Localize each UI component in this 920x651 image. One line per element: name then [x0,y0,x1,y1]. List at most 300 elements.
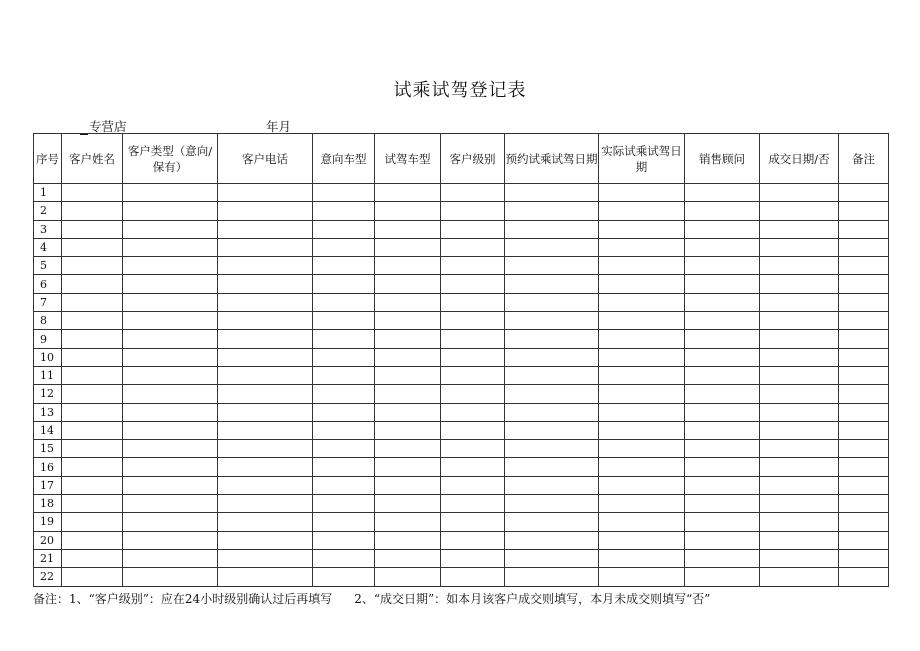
form-cell[interactable] [375,348,441,366]
form-cell[interactable] [685,458,760,476]
row-number: 3 [34,220,62,238]
form-cell[interactable] [441,531,505,549]
form-cell[interactable] [313,495,375,513]
form-cell[interactable] [313,421,375,439]
form-cell[interactable] [313,220,375,238]
form-cell[interactable] [685,549,760,567]
row-number: 10 [34,348,62,366]
form-cell[interactable] [313,312,375,330]
form-cell[interactable] [760,330,839,348]
form-title: 试乘试驾登记表 [393,80,527,101]
table-row [34,312,889,330]
form-cell[interactable] [505,366,599,384]
form-cell[interactable] [760,440,839,458]
form-cell[interactable] [123,495,218,513]
form-cell[interactable] [839,421,889,439]
form-cell[interactable] [505,220,599,238]
form-cell[interactable] [599,238,685,256]
form-cell[interactable] [599,366,685,384]
form-cell[interactable] [839,202,889,220]
form-cell[interactable] [760,220,839,238]
row-number: 12 [34,385,62,403]
form-cell[interactable] [123,220,218,238]
form-cell[interactable] [123,513,218,531]
form-cell[interactable] [760,513,839,531]
form-cell[interactable] [599,513,685,531]
form-cell[interactable] [685,366,760,384]
form-cell[interactable] [218,495,313,513]
footnote-item-2: 2、“成交日期”：如本月该客户成交则填写，本月未成交则填写“否” [354,592,711,606]
form-cell[interactable] [599,312,685,330]
month-label: 年月 [266,119,292,134]
form-cell[interactable] [685,275,760,293]
form-cell[interactable] [123,476,218,494]
form-cell[interactable] [599,293,685,311]
form-cell[interactable] [62,568,123,586]
form-cell[interactable] [685,257,760,275]
form-cell[interactable] [441,385,505,403]
form-cell[interactable] [599,184,685,202]
form-cell[interactable] [839,220,889,238]
form-cell[interactable] [218,257,313,275]
form-cell[interactable] [441,202,505,220]
form-cell[interactable] [685,220,760,238]
form-cell[interactable] [375,184,441,202]
form-cell[interactable] [685,495,760,513]
form-cell[interactable] [375,330,441,348]
form-cell[interactable] [839,403,889,421]
form-cell[interactable] [375,458,441,476]
form-cell[interactable] [218,440,313,458]
form-cell[interactable] [441,421,505,439]
form-cell[interactable] [62,220,123,238]
form-cell[interactable] [62,184,123,202]
form-cell[interactable] [441,458,505,476]
form-cell[interactable] [505,513,599,531]
col-header-remarks: 备注 [839,134,889,184]
form-cell[interactable] [599,440,685,458]
form-cell[interactable] [313,330,375,348]
form-cell[interactable] [839,440,889,458]
form-cell[interactable] [62,403,123,421]
form-cell[interactable] [599,531,685,549]
form-cell[interactable] [505,293,599,311]
col-header-actual-date: 实际试乘试驾日期 [599,134,685,184]
form-cell[interactable] [375,531,441,549]
col-header-scheduled-date: 预约试乘试驾日期 [505,134,599,184]
form-cell[interactable] [685,568,760,586]
form-cell[interactable] [505,238,599,256]
form-cell[interactable] [62,330,123,348]
form-cell[interactable] [62,385,123,403]
form-cell[interactable] [599,495,685,513]
form-cell[interactable] [599,330,685,348]
row-number: 17 [34,476,62,494]
form-cell[interactable] [441,238,505,256]
col-header-seq: 序号 [34,134,62,184]
form-cell[interactable] [123,348,218,366]
form-cell[interactable] [218,458,313,476]
form-cell[interactable] [760,257,839,275]
table-row [34,568,889,586]
form-cell[interactable] [839,476,889,494]
form-cell[interactable] [218,476,313,494]
table-row [34,366,889,384]
test-drive-register-table [33,133,889,587]
form-cell[interactable] [599,568,685,586]
row-number: 20 [34,531,62,549]
form-cell[interactable] [760,202,839,220]
form-cell[interactable] [313,348,375,366]
form-cell[interactable] [599,385,685,403]
form-cell[interactable] [685,403,760,421]
form-cell[interactable] [375,568,441,586]
form-cell[interactable] [441,549,505,567]
form-cell[interactable] [62,238,123,256]
form-cell[interactable] [375,312,441,330]
form-cell[interactable] [441,293,505,311]
row-number: 21 [34,549,62,567]
form-cell[interactable] [218,293,313,311]
form-cell[interactable] [375,549,441,567]
row-number: 16 [34,458,62,476]
form-cell[interactable] [685,312,760,330]
form-cell[interactable] [685,421,760,439]
form-cell[interactable] [375,238,441,256]
form-cell[interactable] [505,403,599,421]
col-header-customer-name: 客户姓名 [62,134,123,184]
form-cell[interactable] [218,403,313,421]
form-cell[interactable] [218,385,313,403]
row-number: 14 [34,421,62,439]
form-cell[interactable] [505,385,599,403]
form-cell[interactable] [123,458,218,476]
form-cell[interactable] [123,202,218,220]
form-cell[interactable] [685,348,760,366]
form-cell[interactable] [685,531,760,549]
table-row [34,440,889,458]
form-cell[interactable] [218,202,313,220]
form-cell[interactable] [839,184,889,202]
form-cell[interactable] [62,293,123,311]
table-row [34,184,889,202]
form-cell[interactable] [839,531,889,549]
form-cell[interactable] [839,495,889,513]
form-cell[interactable] [441,568,505,586]
form-cell[interactable] [441,330,505,348]
form-cell[interactable] [760,366,839,384]
form-cell[interactable] [123,421,218,439]
form-cell[interactable] [760,403,839,421]
form-cell[interactable] [839,257,889,275]
form-cell[interactable] [218,312,313,330]
form-cell[interactable] [760,568,839,586]
form-cell[interactable] [599,549,685,567]
form-cell[interactable] [123,549,218,567]
row-number: 1 [34,184,62,202]
form-cell[interactable] [62,312,123,330]
form-cell[interactable] [218,421,313,439]
form-cell[interactable] [839,458,889,476]
form-cell[interactable] [760,293,839,311]
form-cell[interactable] [62,421,123,439]
form-cell[interactable] [599,220,685,238]
form-cell[interactable] [313,549,375,567]
form-cell[interactable] [218,220,313,238]
form-cell[interactable] [123,366,218,384]
form-cell[interactable] [375,385,441,403]
form-cell[interactable] [313,257,375,275]
row-number: 4 [34,238,62,256]
form-cell[interactable] [685,238,760,256]
form-cell[interactable] [441,513,505,531]
row-number: 18 [34,495,62,513]
form-cell[interactable] [760,476,839,494]
form-cell[interactable] [313,513,375,531]
form-cell[interactable] [375,220,441,238]
form-cell[interactable] [375,257,441,275]
row-number: 19 [34,513,62,531]
form-cell[interactable] [760,458,839,476]
form-cell[interactable] [685,476,760,494]
form-cell[interactable] [760,549,839,567]
form-cell[interactable] [505,458,599,476]
form-cell[interactable] [375,366,441,384]
form-cell[interactable] [62,275,123,293]
form-cell[interactable] [505,312,599,330]
table-row [34,385,889,403]
form-cell[interactable] [313,293,375,311]
form-cell[interactable] [760,275,839,293]
form-cell[interactable] [313,202,375,220]
form-cell[interactable] [62,495,123,513]
form-cell[interactable] [123,330,218,348]
form-cell[interactable] [441,440,505,458]
form-cell[interactable] [685,184,760,202]
form-cell[interactable] [685,293,760,311]
form-cell[interactable] [218,184,313,202]
form-cell[interactable] [375,275,441,293]
form-cell[interactable] [218,348,313,366]
row-number: 2 [34,202,62,220]
form-cell[interactable] [218,568,313,586]
form-cell[interactable] [599,257,685,275]
form-cell[interactable] [62,202,123,220]
form-cell[interactable] [441,495,505,513]
form-cell[interactable] [839,549,889,567]
table-row [34,531,889,549]
form-cell[interactable] [505,495,599,513]
form-cell[interactable] [760,421,839,439]
form-cell[interactable] [599,458,685,476]
form-cell[interactable] [375,513,441,531]
table-row [34,549,889,567]
form-cell[interactable] [62,257,123,275]
form-cell[interactable] [505,275,599,293]
form-cell[interactable] [760,184,839,202]
form-cell[interactable] [123,238,218,256]
form-cell[interactable] [839,330,889,348]
form-cell[interactable] [505,184,599,202]
form-cell[interactable] [839,513,889,531]
col-header-customer-type: 客户类型（意向/保有） [123,134,218,184]
form-cell[interactable] [62,348,123,366]
footnote-item-1: 1、“客户级别”：应在24小时级别确认过后再填写 [69,592,333,606]
form-cell[interactable] [505,531,599,549]
form-cell[interactable] [375,421,441,439]
form-cell[interactable] [313,568,375,586]
form-cell[interactable] [313,476,375,494]
form-cell[interactable] [760,495,839,513]
footnote-label: 备注： [33,592,70,606]
form-cell[interactable] [760,385,839,403]
form-cell[interactable] [123,403,218,421]
form-cell[interactable] [505,421,599,439]
form-cell[interactable] [685,513,760,531]
col-header-sales-consultant: 销售顾问 [685,134,760,184]
form-cell[interactable] [441,348,505,366]
table-row [34,476,889,494]
form-cell[interactable] [123,312,218,330]
form-cell[interactable] [839,366,889,384]
form-cell[interactable] [313,531,375,549]
form-cell[interactable] [375,476,441,494]
form-cell[interactable] [218,531,313,549]
form-cell[interactable] [685,440,760,458]
table-row [34,220,889,238]
form-cell[interactable] [505,330,599,348]
form-cell[interactable] [441,257,505,275]
form-cell[interactable] [441,476,505,494]
row-number: 8 [34,312,62,330]
form-cell[interactable] [62,440,123,458]
form-cell[interactable] [313,275,375,293]
table-row [34,293,889,311]
row-number: 13 [34,403,62,421]
form-cell[interactable] [441,220,505,238]
form-cell[interactable] [505,202,599,220]
col-header-test-drive-model: 试驾车型 [375,134,441,184]
header-row [34,134,889,184]
form-cell[interactable] [123,531,218,549]
form-cell[interactable] [123,568,218,586]
form-cell[interactable] [62,531,123,549]
form-cell[interactable] [313,458,375,476]
form-cell[interactable] [375,403,441,421]
form-cell[interactable] [313,184,375,202]
form-cell[interactable] [375,293,441,311]
form-cell[interactable] [313,440,375,458]
table-body [34,184,889,587]
form-cell[interactable] [441,275,505,293]
form-cell[interactable] [375,202,441,220]
form-cell[interactable] [685,330,760,348]
form-cell[interactable] [123,184,218,202]
form-cell[interactable] [123,385,218,403]
form-cell[interactable] [375,495,441,513]
table-row [34,403,889,421]
form-cell[interactable] [599,421,685,439]
table-row [34,275,889,293]
form-cell[interactable] [760,312,839,330]
row-number: 5 [34,257,62,275]
row-number: 6 [34,275,62,293]
form-cell[interactable] [839,293,889,311]
form-cell[interactable] [313,238,375,256]
form-cell[interactable] [760,348,839,366]
table-row [34,238,889,256]
form-cell[interactable] [599,275,685,293]
table-row [34,458,889,476]
form-cell[interactable] [839,568,889,586]
form-cell[interactable] [685,385,760,403]
form-cell[interactable] [123,257,218,275]
form-cell[interactable] [218,275,313,293]
form-cell[interactable] [505,568,599,586]
form-cell[interactable] [441,403,505,421]
form-cell[interactable] [599,476,685,494]
form-cell[interactable] [62,476,123,494]
form-cell[interactable] [62,366,123,384]
form-cell[interactable] [218,238,313,256]
form-cell[interactable] [62,513,123,531]
store-label-text: 专营店 [89,119,127,134]
form-cell[interactable] [505,257,599,275]
form-cell[interactable] [599,348,685,366]
form-cell[interactable] [218,513,313,531]
form-cell[interactable] [123,440,218,458]
form-cell[interactable] [505,476,599,494]
table-row [34,257,889,275]
form-cell[interactable] [760,531,839,549]
form-cell[interactable] [218,330,313,348]
form-cell[interactable] [62,549,123,567]
form-cell[interactable] [839,238,889,256]
form-cell[interactable] [62,458,123,476]
table-row [34,348,889,366]
form-cell[interactable] [441,366,505,384]
table-row [34,421,889,439]
form-cell[interactable] [441,184,505,202]
form-cell[interactable] [505,440,599,458]
footnote [33,590,903,607]
form-cell[interactable] [839,348,889,366]
col-header-intended-model: 意向车型 [313,134,375,184]
form-cell[interactable] [313,366,375,384]
form-cell[interactable] [218,549,313,567]
form-cell[interactable] [313,403,375,421]
form-cell[interactable] [375,440,441,458]
table-row [34,330,889,348]
form-cell[interactable] [685,202,760,220]
form-cell[interactable] [599,202,685,220]
form-cell[interactable] [839,312,889,330]
form-cell[interactable] [839,275,889,293]
form-cell[interactable] [505,348,599,366]
col-header-customer-phone: 客户电话 [218,134,313,184]
form-cell[interactable] [760,238,839,256]
form-cell[interactable] [505,549,599,567]
form-cell[interactable] [441,312,505,330]
row-number: 9 [34,330,62,348]
form-cell[interactable] [218,366,313,384]
col-header-deal-date: 成交日期/否 [760,134,839,184]
form-cell[interactable] [123,275,218,293]
form-cell[interactable] [123,293,218,311]
form-cell[interactable] [313,385,375,403]
form-cell[interactable] [599,403,685,421]
form-cell[interactable] [839,385,889,403]
